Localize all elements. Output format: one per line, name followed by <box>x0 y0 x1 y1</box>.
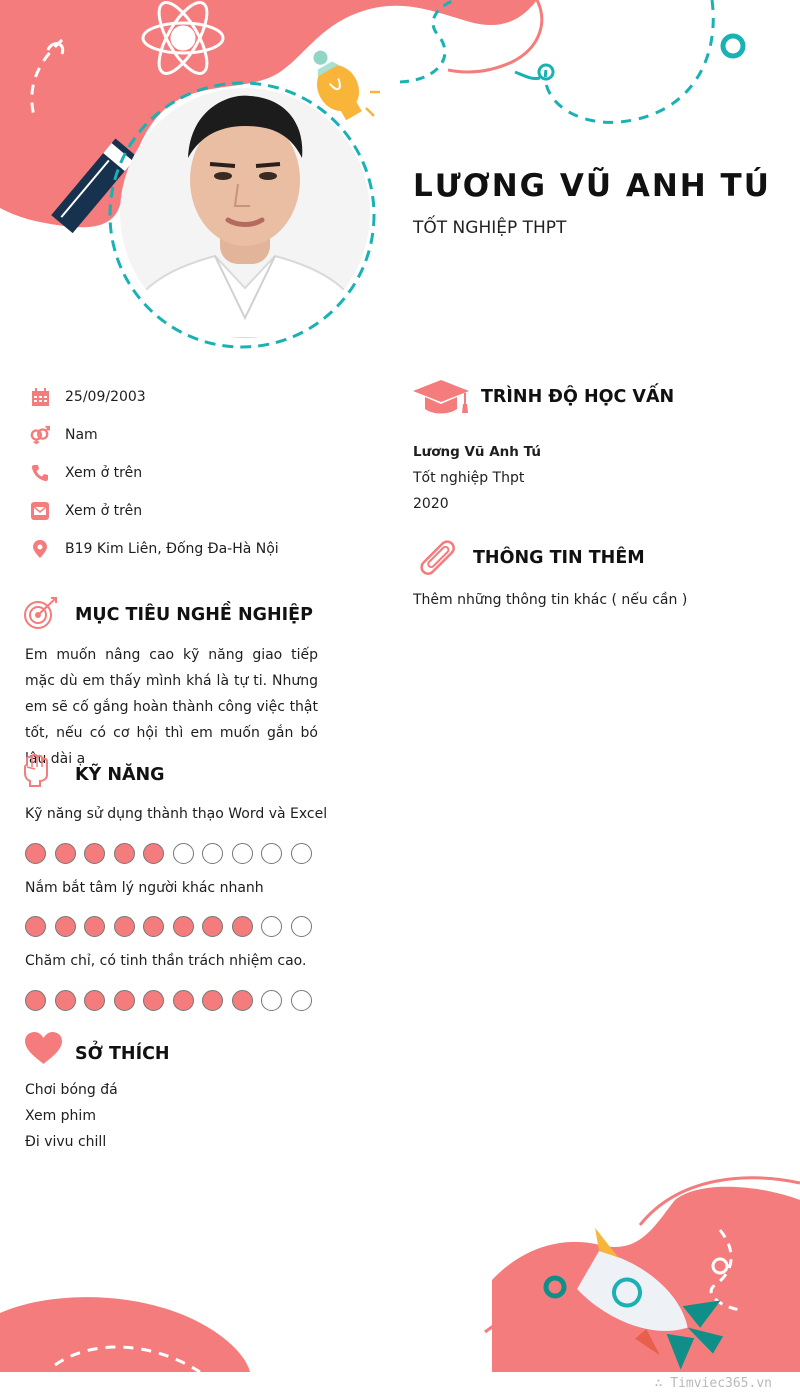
extra-text: Thêm những thông tin khác ( nếu cần ) <box>413 592 688 608</box>
calendar-icon <box>30 387 50 407</box>
rating-dot-empty <box>291 990 312 1011</box>
hobby-item: Xem phim <box>25 1108 96 1124</box>
rating-dot-empty <box>232 843 253 864</box>
rating-dot-empty <box>173 843 194 864</box>
contact-birthday <box>30 386 146 408</box>
avatar <box>120 88 370 338</box>
rating-dot-filled <box>143 990 164 1011</box>
email-value: Xem ở trên <box>65 503 143 519</box>
education-school: Lương Vũ Anh Tú <box>413 444 541 460</box>
education-degree: Tốt nghiệp Thpt <box>413 470 525 486</box>
rating-dot-filled <box>55 916 76 937</box>
rating-dot-filled <box>55 990 76 1011</box>
skills-title: KỸ NĂNG <box>75 765 165 785</box>
rating-dot-filled <box>202 916 223 937</box>
rating-dot-filled <box>143 916 164 937</box>
skill-name: Nắm bắt tâm lý người khác nhanh <box>25 880 264 896</box>
contact-address <box>30 538 279 560</box>
phone-icon <box>30 463 50 483</box>
rating-dot-filled <box>173 916 194 937</box>
watermark: ∴ Timviec365.vn <box>654 1376 772 1391</box>
rating-dot-empty <box>291 843 312 864</box>
rating-dot-filled <box>232 916 253 937</box>
rating-dot-filled <box>84 990 105 1011</box>
skill-rating <box>25 989 325 1013</box>
rating-dot-filled <box>25 990 46 1011</box>
candidate-name: LƯƠNG VŨ ANH TÚ <box>413 168 771 204</box>
birthday-value: 25/09/2003 <box>65 389 146 405</box>
rating-dot-filled <box>84 916 105 937</box>
objective-text: Em muốn nâng cao kỹ năng giao tiếp mặc dù em thấy mình khá là tự ti. Nhưng em sẽ cố gắng hoàn thành công việc thật tốt, nếu có cơ hội thì em muốn gắn bó lâu dài ạ <box>25 647 318 767</box>
rating-dot-filled <box>114 990 135 1011</box>
hobby-item: Chơi bóng đá <box>25 1082 118 1098</box>
map-pin-icon <box>30 539 50 559</box>
education-year: 2020 <box>413 496 449 512</box>
rating-dot-empty <box>291 916 312 937</box>
rating-dot-filled <box>202 990 223 1011</box>
address-value: B19 Kim Liên, Đống Đa-Hà Nội <box>65 541 279 557</box>
rating-dot-empty <box>261 843 282 864</box>
rating-dot-empty <box>261 916 282 937</box>
contact-email <box>30 500 142 522</box>
hobby-item: Đi vivu chill <box>25 1134 107 1150</box>
rating-dot-filled <box>55 843 76 864</box>
rating-dot-filled <box>25 916 46 937</box>
skill-rating <box>25 915 325 939</box>
contact-gender <box>30 424 98 446</box>
rating-dot-filled <box>143 843 164 864</box>
rating-dot-filled <box>114 916 135 937</box>
rating-dot-empty <box>261 990 282 1011</box>
rating-dot-filled <box>173 990 194 1011</box>
email-icon <box>30 501 50 521</box>
candidate-title: TỐT NGHIỆP THPT <box>413 218 567 238</box>
rating-dot-filled <box>84 843 105 864</box>
skill-name: Kỹ năng sử dụng thành thạo Word và Excel <box>25 806 328 822</box>
fist-icon <box>23 753 49 791</box>
profile-photo <box>120 88 370 338</box>
education-title: TRÌNH ĐỘ HỌC VẤN <box>481 387 675 407</box>
gender-icon <box>30 425 50 445</box>
hobbies-title: SỞ THÍCH <box>75 1044 170 1064</box>
skill-name: Chăm chỉ, có tinh thần trách nhiệm cao. <box>25 953 307 969</box>
extra-title: THÔNG TIN THÊM <box>473 548 645 568</box>
skill-rating <box>25 842 325 866</box>
heart-icon <box>25 1032 62 1068</box>
phone-value: Xem ở trên <box>65 465 143 481</box>
rating-dot-filled <box>232 990 253 1011</box>
rating-dot-filled <box>25 843 46 864</box>
rating-dot-empty <box>202 843 223 864</box>
objective-title: MỤC TIÊU NGHỀ NGHIỆP <box>75 605 313 625</box>
gender-value: Nam <box>65 427 98 443</box>
contact-phone <box>30 462 142 484</box>
graduation-cap-icon <box>413 380 469 418</box>
paperclip-icon <box>416 537 460 583</box>
target-icon <box>23 596 59 634</box>
rating-dot-filled <box>114 843 135 864</box>
